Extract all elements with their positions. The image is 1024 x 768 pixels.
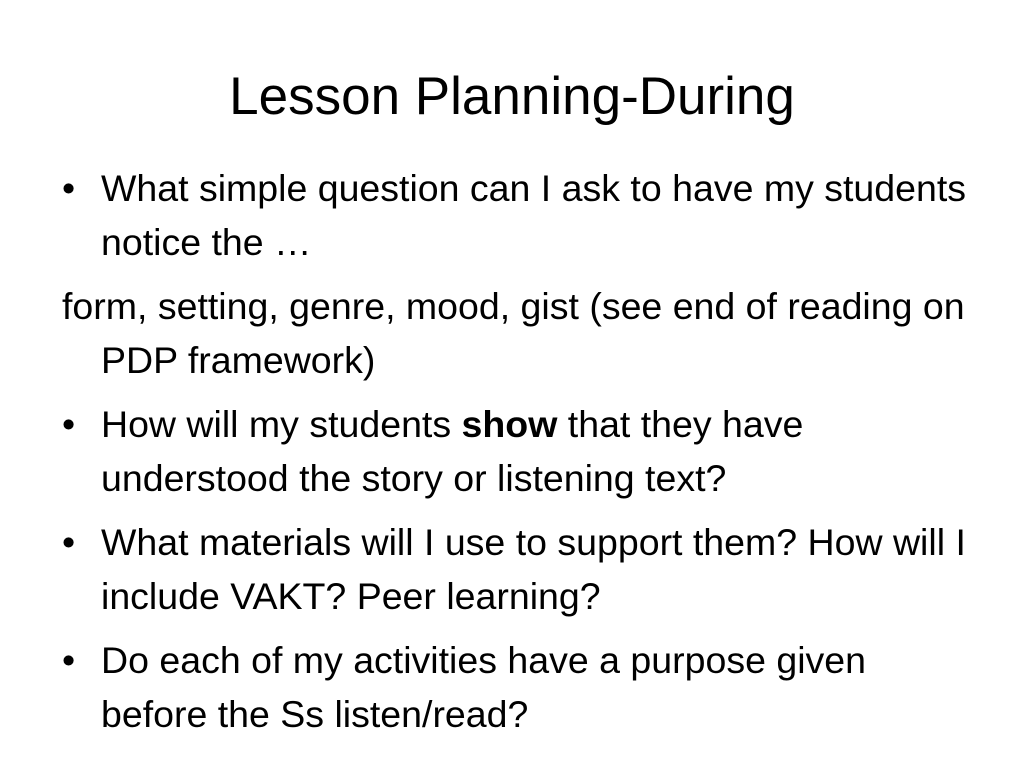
bullet-item <box>62 633 982 741</box>
bullet-icon: • <box>62 521 76 563</box>
bullet-text <box>101 403 803 499</box>
paragraph-text: form, setting, genre, mood, gist (see end of reading on PDP framework) <box>62 285 965 381</box>
bullet-icon: • <box>62 403 76 445</box>
bold-word: show <box>461 403 558 445</box>
bullet-item <box>62 397 982 505</box>
slide-body <box>62 161 982 751</box>
bullet-text-start: How will my students <box>101 403 462 445</box>
bullet-text: What simple question can I ask to have my students notice the … <box>101 167 967 263</box>
bullet-item <box>62 515 982 623</box>
slide-title: Lesson Planning-During <box>229 67 795 126</box>
bullet-icon: • <box>62 639 76 681</box>
bullet-text-end: that they have understood the story or listening text? <box>101 403 804 499</box>
bullet-item <box>62 161 982 269</box>
bullet-text: Do each of my activities have a purpose given before the Ss listen/read? <box>101 639 866 735</box>
bullet-icon: • <box>62 167 76 209</box>
bullet-text: What materials will I use to support them? How will I include VAKT? Peer learning? <box>101 521 966 617</box>
plain-paragraph <box>62 279 982 387</box>
